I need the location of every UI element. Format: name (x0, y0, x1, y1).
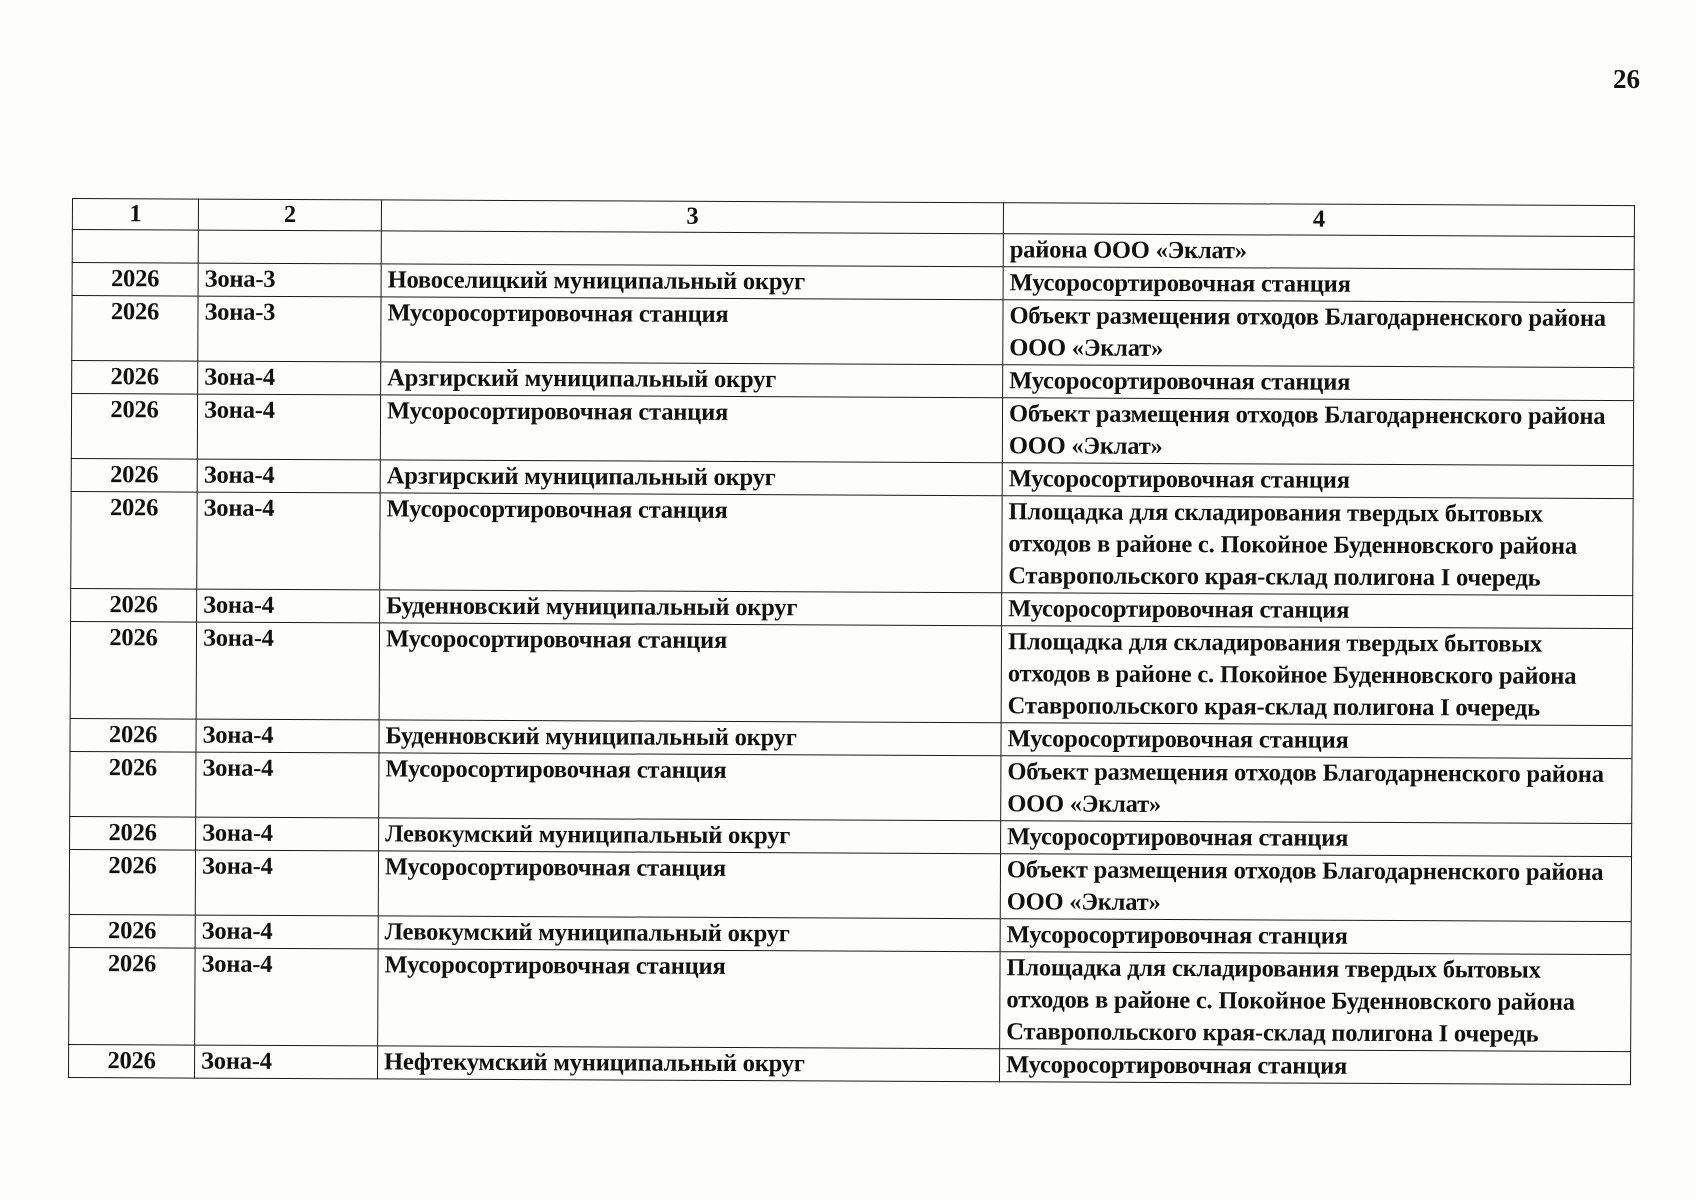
cell-zone (198, 230, 381, 264)
cell-to: Площадка для складирования твердых бытовых отходов в районе с. Покойное Буденновского района Ставропольского края-склад полигона I очередь (1001, 626, 1632, 726)
cell-to: Мусоросортировочная станция (1002, 463, 1633, 499)
cell-to: Объект размещения отходов Благодарненского района ООО «Эклат» (1001, 756, 1632, 824)
table-row (70, 751, 1632, 823)
cell-year: 2026 (70, 816, 196, 850)
cell-zone: Зона-4 (196, 752, 379, 818)
cell-year (72, 230, 198, 264)
cell-to: Мусоросортировочная станция (1002, 593, 1633, 629)
cell-to: Объект размещения отходов Благодарненского района ООО «Эклат» (1000, 854, 1631, 922)
cell-from: Мусоросортировочная станция (378, 949, 1000, 1049)
cell-zone: Зона-4 (195, 850, 378, 916)
cell-from: Мусоросортировочная станция (379, 623, 1001, 723)
cell-to: района ООО «Эклат» (1003, 234, 1634, 270)
cell-year: 2026 (70, 751, 196, 817)
header-col-4: 4 (1003, 203, 1634, 237)
routes-table (68, 198, 1635, 1085)
table-body (69, 230, 1635, 1085)
page-number: 26 (1613, 64, 1640, 94)
cell-zone: Зона-4 (197, 394, 380, 460)
cell-from: Буденновский муниципальный округ (379, 720, 1001, 756)
cell-zone: Зона-3 (198, 263, 381, 297)
cell-year: 2026 (71, 458, 197, 492)
cell-zone: Зона-4 (196, 622, 379, 720)
cell-to: Площадка для складирования твердых бытовых отходов в районе с. Покойное Буденновского района Ставропольского края-склад полигона I очередь (1000, 952, 1631, 1052)
cell-from: Арзгирский муниципальный округ (380, 460, 1002, 496)
cell-zone: Зона-4 (197, 492, 380, 590)
cell-to: Мусоросортировочная станция (1000, 919, 1631, 955)
table-row (69, 849, 1631, 921)
cell-to: Мусоросортировочная станция (999, 1049, 1630, 1085)
cell-zone: Зона-4 (195, 948, 378, 1046)
cell-to: Мусоросортировочная станция (1001, 821, 1632, 857)
cell-from (381, 231, 1003, 267)
header-col-1: 1 (72, 199, 198, 231)
cell-from: Мусоросортировочная станция (380, 493, 1002, 593)
cell-from: Новоселицкий муниципальный округ (381, 264, 1003, 300)
cell-year: 2026 (71, 394, 197, 460)
cell-from: Буденновский муниципальный округ (380, 590, 1002, 626)
cell-from: Мусоросортировочная станция (381, 297, 1003, 365)
cell-zone: Зона-4 (198, 361, 381, 395)
cell-year: 2026 (69, 947, 195, 1045)
table-row (69, 947, 1631, 1051)
cell-zone: Зона-4 (196, 719, 379, 753)
cell-year: 2026 (72, 263, 198, 297)
header-col-2: 2 (198, 199, 381, 231)
cell-to: Объект размещения отходов Благодарненского района ООО «Эклат» (1003, 300, 1634, 368)
cell-from: Мусоросортировочная станция (380, 395, 1002, 463)
cell-zone: Зона-4 (196, 817, 379, 851)
cell-from: Нефтекумский муниципальный округ (378, 1046, 1000, 1082)
cell-year: 2026 (70, 621, 196, 719)
cell-year: 2026 (69, 914, 195, 948)
cell-to: Объект размещения отходов Благодарненского района ООО «Эклат» (1002, 398, 1633, 466)
table-row (72, 296, 1634, 368)
cell-to: Мусоросортировочная станция (1003, 267, 1634, 303)
table-row (71, 491, 1633, 595)
cell-year: 2026 (71, 491, 197, 589)
cell-from: Мусоросортировочная станция (378, 851, 1000, 919)
cell-to: Площадка для складирования твердых бытовых отходов в районе с. Покойное Буденновского района Ставропольского края-склад полигона I очередь (1002, 496, 1633, 596)
cell-zone: Зона-4 (195, 915, 378, 949)
cell-year: 2026 (69, 1044, 195, 1078)
table-row (70, 621, 1632, 725)
cell-zone: Зона-4 (197, 459, 380, 493)
cell-from: Левокумский муниципальный округ (379, 818, 1001, 854)
table-row (69, 1044, 1631, 1084)
cell-zone: Зона-3 (198, 296, 381, 362)
cell-to: Мусоросортировочная станция (1003, 365, 1634, 401)
cell-year: 2026 (71, 588, 197, 622)
cell-year: 2026 (70, 718, 196, 752)
cell-year: 2026 (69, 849, 195, 915)
cell-zone: Зона-4 (197, 589, 380, 623)
header-col-3: 3 (381, 200, 1003, 234)
cell-from: Левокумский муниципальный округ (378, 916, 1000, 952)
cell-from: Мусоросортировочная станция (379, 753, 1001, 821)
cell-zone: Зона-4 (195, 1045, 378, 1079)
table-row (71, 394, 1633, 466)
cell-year: 2026 (72, 361, 198, 395)
cell-year: 2026 (72, 296, 198, 362)
cell-from: Арзгирский муниципальный округ (381, 362, 1003, 398)
cell-to: Мусоросортировочная станция (1001, 723, 1632, 759)
